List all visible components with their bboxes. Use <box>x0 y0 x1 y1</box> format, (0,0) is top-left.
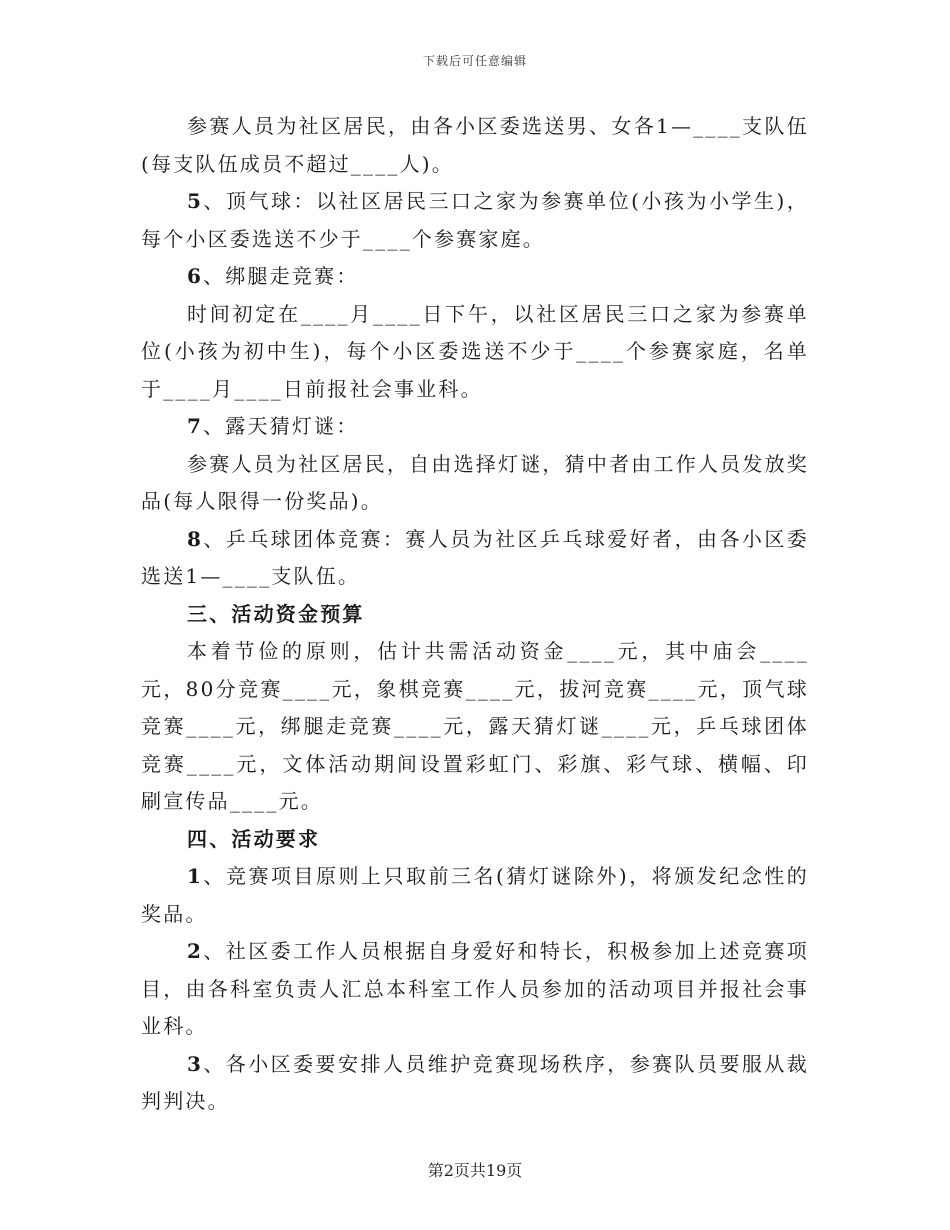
item-number: 2 <box>187 939 204 963</box>
paragraph-text: 时间初定在____月____日下午，以社区居民三口之家为参赛单位(小孩为初中生)，每个小区委选送不少于____个参赛家庭，名单于____月____日前报社会事业科。 <box>141 301 809 401</box>
paragraph-item-6-detail <box>141 296 809 409</box>
paragraph-item-6 <box>141 258 809 296</box>
item-number: 7 <box>187 414 204 438</box>
paragraph-text: 参赛人员为社区居民，由各小区委选送男、女各1—____支队伍(每支队伍成员不超过____人)。 <box>141 114 809 176</box>
section-heading-budget <box>141 596 809 634</box>
page-footer: 第2页共19页 <box>427 1161 523 1180</box>
paragraph-text: 、露天猜灯谜： <box>203 414 359 438</box>
paragraph-text: 本着节俭的原则，估计共需活动资金____元，其中庙会____元，80分竞赛____元，象棋竞赛____元，拔河竞赛____元，顶气球竞赛____元，绑腿走竞赛____元，露天猜灯谜____元，乒乓球团体竞赛____元，文体活动期间设置彩虹门、彩旗、彩气球、横幅、印刷宣传品____元。 <box>141 639 809 813</box>
item-number: 5 <box>187 189 204 213</box>
item-number: 1 <box>187 864 204 888</box>
paragraph-requirement-2 <box>141 933 809 1046</box>
paragraph-text: 、各小区委要安排人员维护竞赛现场秩序，参赛队员要服从裁判判决。 <box>141 1051 809 1113</box>
paragraph-item-7-detail <box>141 446 809 521</box>
heading-text: 三、活动资金预算 <box>187 601 365 626</box>
paragraph-participants-1 <box>141 108 809 183</box>
paragraph-requirement-3 <box>141 1046 809 1121</box>
heading-text: 四、活动要求 <box>187 826 321 851</box>
paragraph-item-7 <box>141 408 809 446</box>
item-number: 8 <box>187 526 204 551</box>
page-header: 下载后可任意编辑 <box>422 54 527 68</box>
document-body <box>141 108 809 1121</box>
paragraph-text: 、顶气球：以社区居民三口之家为参赛单位(小孩为小学生)，每个小区委选送不少于____个参赛家庭。 <box>141 189 809 251</box>
paragraph-text: 、绑腿走竞赛： <box>203 264 359 288</box>
item-number: 6 <box>187 264 204 288</box>
paragraph-text: 参赛人员为社区居民，自由选择灯谜，猜中者由工作人员发放奖品(每人限得一份奖品)。 <box>141 451 809 513</box>
paragraph-text: 、乒乓球团体竞赛：赛人员为社区乒乓球爱好者，由各小区委选送1—____支队伍。 <box>141 526 809 588</box>
paragraph-text: 、社区委工作人员根据自身爱好和特长，积极参加上述竞赛项目，由各科室负责人汇总本科室工作人员参加的活动项目并报社会事业科。 <box>141 939 809 1038</box>
section-heading-requirements <box>141 821 809 859</box>
paragraph-requirement-1 <box>141 858 809 933</box>
paragraph-budget <box>141 633 809 821</box>
paragraph-text: 、竞赛项目原则上只取前三名(猜灯谜除外)，将颁发纪念性的奖品。 <box>141 864 809 926</box>
paragraph-item-8 <box>141 521 809 596</box>
paragraph-item-5 <box>141 183 809 258</box>
item-number: 3 <box>187 1051 204 1076</box>
